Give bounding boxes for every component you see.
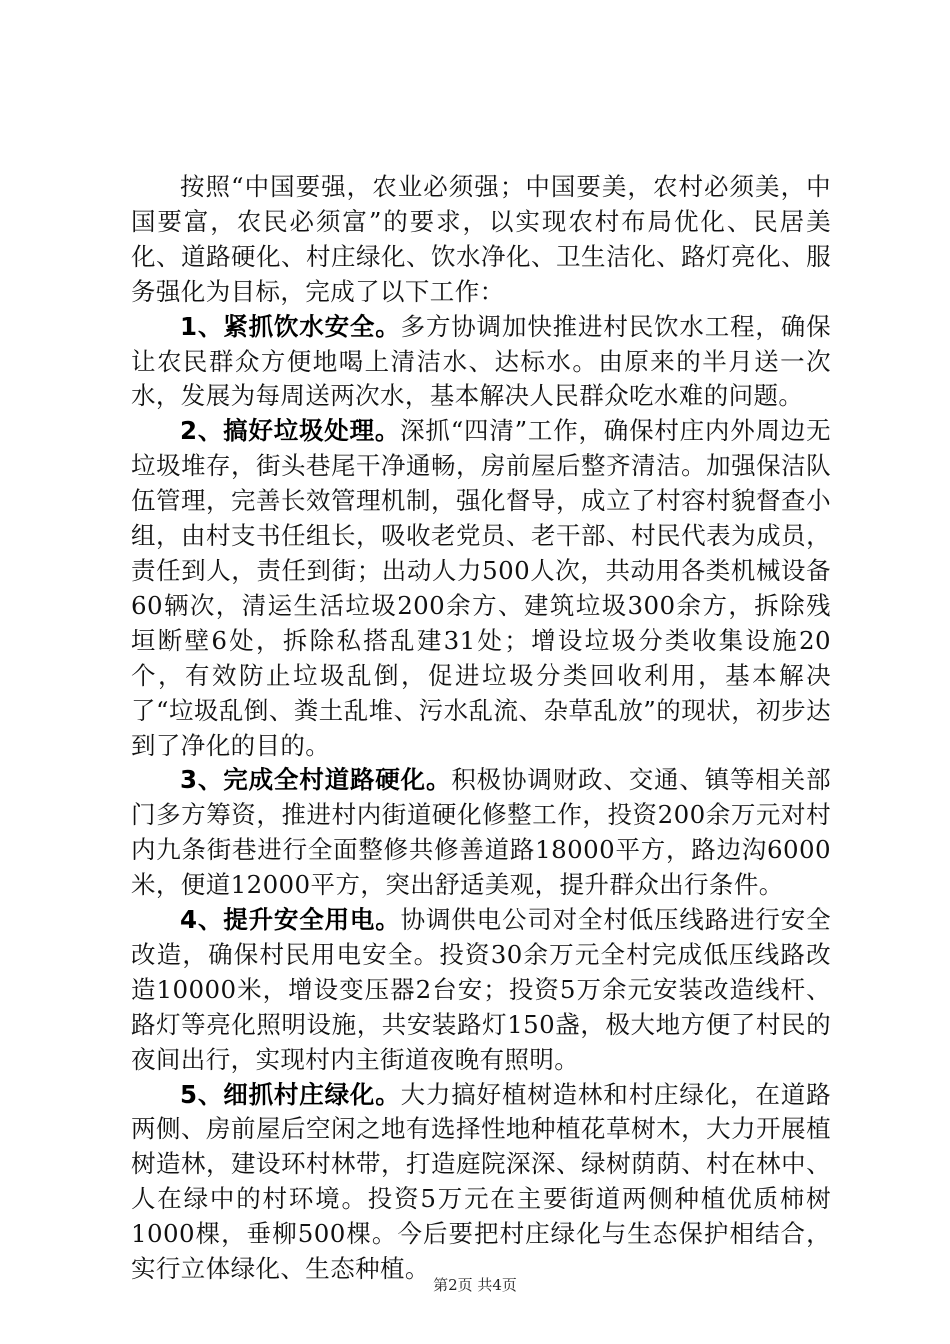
item-paragraph-4 — [131, 903, 831, 1078]
item-text-4: 协调供电公司对全村低压线路进行安全改造，确保村民用电安全。投资30余万元全村完成低压线路改造10000米，增设变压器2台安；投资5万余元安装改造线杆、路灯等亮化照明设施，共安装路灯150盏，极大地方便了村民的夜间出行，实现村内主街道夜晚有照明。 — [131, 905, 831, 1074]
item-heading-5: 5、细抓村庄绿化。 — [180, 1079, 401, 1109]
item-text-3: 积极协调财政、交通、镇等相关部门多方筹资，推进村内街道硬化修整工作，投资200余万元对村内九条街巷进行全面整修共修善道路18000平方，路边沟6000米，便道12000平方，突出舒适美观，提升群众出行条件。 — [131, 765, 831, 900]
intro-paragraph: 按照“中国要强，农业必须强；中国要美，农村必须美，中国要富，农民必须富”的要求，以实现农村布局优化、民居美化、道路硬化、村庄绿化、饮水净化、卫生洁化、路灯亮化、服务强化为目标，完成了以下工作： — [131, 172, 831, 306]
item-paragraph-2 — [131, 414, 831, 763]
page-number: 第2页 共4页 — [433, 1276, 517, 1294]
item-heading-2: 2、搞好垃圾处理。 — [180, 416, 401, 446]
item-heading-4: 4、提升安全用电。 — [180, 905, 401, 935]
item-text-2: 深抓“四清”工作，确保村庄内外周边无垃圾堆存，街头巷尾干净通畅，房前屋后整齐清洁。加强保洁队伍管理，完善长效管理机制，强化督导，成立了村容村貌督查小组，由村支书任组长，吸收老党员、老干部、村民代表为成员，责任到人，责任到街；出动人力500人次，共动用各类机械设备60辆次，清运生活垃圾200余方、建筑垃圾300余方，拆除残垣断壁6处，拆除私搭乱建31处；增设垃圾分类收集设施20个，有效防止垃圾乱倒，促进垃圾分类回收利用，基本解决了“垃圾乱倒、粪土乱堆、污水乱流、杂草乱放”的现状，初步达到了净化的目的。 — [131, 416, 831, 760]
item-paragraph-5 — [131, 1078, 831, 1287]
item-paragraph-3 — [131, 763, 831, 903]
document-body — [131, 170, 831, 1287]
item-text-1: 多方协调加快推进村民饮水工程，确保让农民群众方便地喝上清洁水、达标水。由原来的半月送一次水，发展为每周送两次水，基本解决人民群众吃水难的问题。 — [131, 311, 831, 411]
item-heading-1: 1、紧抓饮水安全。 — [180, 311, 401, 341]
item-paragraph-1 — [131, 310, 831, 415]
item-heading-3: 3、完成全村道路硬化。 — [180, 765, 452, 795]
page-footer — [0, 1275, 950, 1295]
item-text-5: 大力搞好植树造林和村庄绿化，在道路两侧、房前屋后空闲之地有选择性地种植花草树木，大力开展植树造林，建设环村林带，打造庭院深深、绿树荫荫、村在林中、人在绿中的村环境。投资5万元在主要街道两侧种植优质柿树1000棵，垂柳500棵。今后要把村庄绿化与生态保护相结合，实行立体绿化、生态种植。 — [131, 1079, 831, 1284]
